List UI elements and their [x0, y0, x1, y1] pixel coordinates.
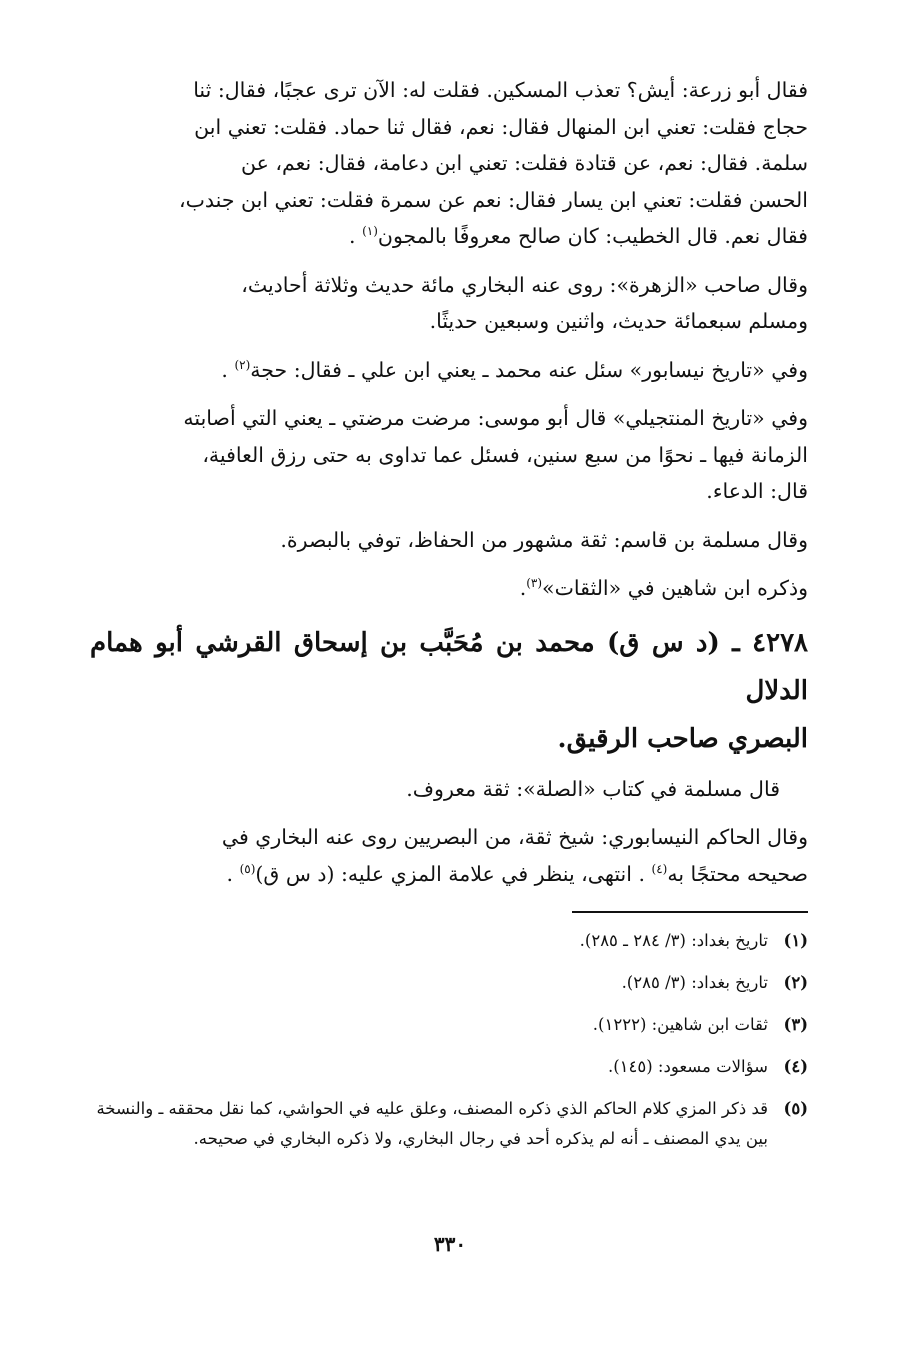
text-line: وفي «تاريخ نيسابور» سئل عنه محمد ـ يعني ابن علي ـ فقال: حجة$^{(٢)}$ . [221, 357, 808, 382]
footnote-text: قد ذكر المزي كلام الحاكم الذي ذكره المصنف، وعلق عليه في الحواشي، كما نقل محققه ـ والنسخة بين يدي المصنف ـ أنه لم يذكره أحد في رجال البخاري، ولا ذكره البخاري في صحيحه. [96, 1099, 768, 1148]
footnote-text: ثقات ابن شاهين: (١٢٢٢). [592, 1015, 768, 1034]
entry-heading-line: البصري صاحب الرقيق. [557, 723, 808, 754]
paragraph-tarikh-muntajili [90, 400, 808, 510]
footnote-ref[interactable]: (٤) [651, 861, 668, 876]
text-line: قال: الدعاء. [706, 479, 808, 503]
paragraph-zahra [90, 267, 808, 340]
main-text [90, 72, 808, 904]
text-segment: صحيحه محتجًا به [667, 861, 808, 886]
footnote-number: (٥) [783, 1099, 808, 1118]
text-line: صحيحه محتجًا به$^{(٤)}$ . انتهى، ينظر في علامة المزي عليه: (د س ق)$^{(٥)}$ . [226, 861, 808, 886]
text-line: فقال نعم. قال الخطيب: كان صالح معروفًا بالمجون$^{(١)}$ . [349, 224, 808, 248]
footnote [90, 1052, 808, 1082]
footnote-text: تاريخ بغداد: (٣/ ٢٨٥). [621, 973, 768, 992]
footnote-number: (٤) [783, 1057, 808, 1076]
footnote-text: تاريخ بغداد: (٣/ ٢٨٤ ـ ٢٨٥). [579, 931, 768, 950]
text-line: وفي «تاريخ المنتجيلي» قال أبو موسى: مرضت مرضتي ـ يعني التي أصابته [183, 406, 808, 430]
text-line: وذكره ابن شاهين في «الثقات»$^{(٣)}$. [519, 576, 808, 600]
text-line: وقال صاحب «الزهرة»: روى عنه البخاري مائة حديث وثلاثة أحاديث، [241, 272, 808, 297]
paragraph-ibn-shahin [90, 570, 808, 607]
text-segment: وذكره ابن شاهين في «الثقات» [542, 576, 808, 600]
footnote-number: (٣) [783, 1015, 808, 1034]
footnotes [90, 926, 808, 1166]
footnote [90, 1010, 808, 1040]
text-line: وقال مسلمة بن قاسم: ثقة مشهور من الحفاظ، توفي بالبصرة. [280, 527, 808, 552]
footnote [90, 968, 808, 998]
text-line: الزمانة فيها ـ نحوًا من سبع سنين، فسئل عما تداوى به حتى رزق العافية، [202, 442, 808, 467]
text-segment: فقال نعم. قال الخطيب: كان صالح معروفًا بالمجون [377, 224, 808, 248]
page-number: ٣٣٠ [433, 1232, 467, 1256]
text-line: ومسلم سبعمائة حديث، واثنين وسبعين حديثًا. [429, 309, 808, 333]
paragraph-hakim [90, 819, 808, 892]
footnote-ref[interactable]: (١) [362, 224, 378, 239]
text-line: وقال الحاكم النيسابوري: شيخ ثقة، من البصريين روى عنه البخاري في [221, 825, 808, 849]
paragraph-tarikh-naysabur [90, 352, 808, 389]
footnote-text: سؤالات مسعود: (١٤٥). [607, 1057, 768, 1076]
text-segment: وفي «تاريخ نيسابور» سئل عنه محمد ـ يعني ابن علي ـ فقال: حجة [250, 357, 808, 382]
entry-heading-line: ٤٢٧٨ ـ (د س ق) محمد بن مُحَبَّب بن إسحاق القرشي أبو همام الدلال [90, 627, 808, 706]
text-segment: . انتهى، ينظر في علامة المزي عليه: (د س ق) [255, 861, 645, 886]
footnote-number: (٢) [783, 973, 808, 992]
text-line: فقال أبو زرعة: أيش؟ تعذب المسكين. فقلت له: الآن ترى عجبًا، فقال: ثنا [193, 78, 808, 102]
footnote-ref[interactable]: (٣) [526, 576, 543, 591]
text-line: قال مسلمة في كتاب «الصلة»: ثقة معروف. [406, 776, 780, 801]
paragraph-abu-zurah [90, 72, 808, 255]
footnote [90, 926, 808, 956]
footnote-ref[interactable]: (٢) [234, 357, 251, 372]
footnote [90, 1094, 808, 1154]
text-line: سلمة. فقال: نعم، عن قتادة فقلت: تعني ابن دعامة، فقال: نعم، عن [241, 151, 808, 175]
paragraph-sila [90, 771, 808, 808]
paragraph-maslama [90, 522, 808, 559]
footnote-separator [572, 911, 808, 913]
text-line: حجاج فقلت: تعني ابن المنهال فقال: نعم، فقال ثنا حماد. فقلت: تعني ابن [194, 114, 808, 139]
entry-heading [90, 619, 808, 763]
footnote-ref[interactable]: (٥) [239, 861, 256, 876]
text-line: الحسن فقلت: تعني ابن يسار فقال: نعم عن سمرة فقلت: تعني ابن جندب، [178, 187, 808, 212]
footnote-number: (١) [783, 931, 808, 950]
